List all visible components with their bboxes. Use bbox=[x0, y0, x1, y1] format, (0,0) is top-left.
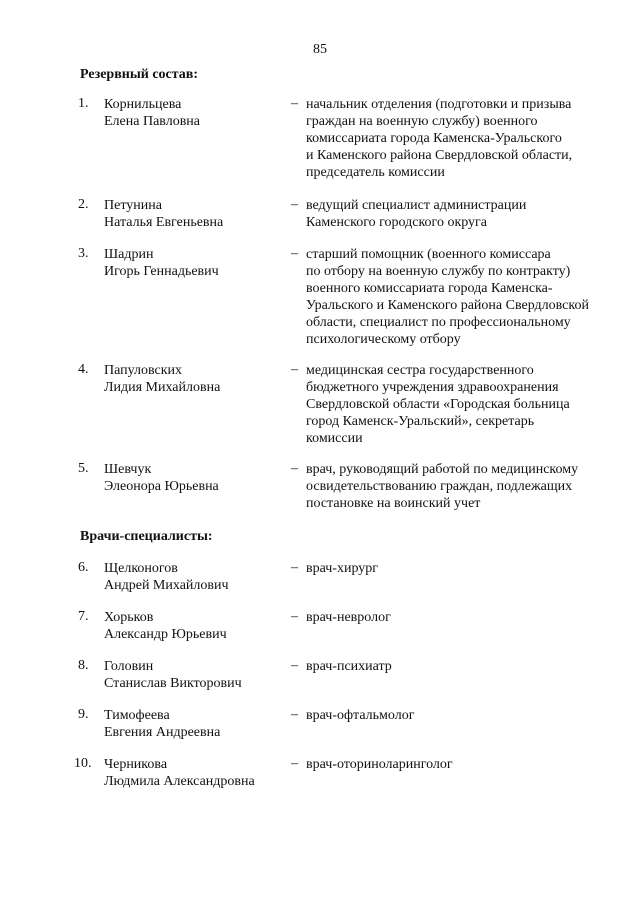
role-line: постановке на воинский учет bbox=[306, 496, 481, 511]
given-names: Наталья Евгеньевна bbox=[104, 215, 224, 230]
entry-role bbox=[306, 461, 616, 512]
role-line: и Каменского района Свердловской области, bbox=[306, 148, 573, 163]
role-line: врач-офтальмолог bbox=[306, 708, 415, 723]
entry-name bbox=[104, 96, 284, 130]
surname: Тимофеева bbox=[104, 708, 170, 723]
given-names: Елена Павловна bbox=[104, 114, 201, 129]
dash: – bbox=[291, 658, 298, 673]
entry-number: 1. bbox=[78, 96, 89, 111]
entry-number: 9. bbox=[78, 707, 89, 722]
section-title-doctors: Врачи-специалисты: bbox=[80, 529, 213, 544]
role-line: ведущий специалист администрации bbox=[306, 198, 527, 213]
surname: Папуловских bbox=[104, 363, 183, 378]
role-line: освидетельствованию граждан, подлежащих bbox=[306, 479, 573, 494]
entry-number: 8. bbox=[78, 658, 89, 673]
entry-number: 5. bbox=[78, 461, 89, 476]
given-names: Игорь Геннадьевич bbox=[104, 264, 219, 279]
dash: – bbox=[291, 246, 298, 261]
role-line: комиссии bbox=[306, 431, 363, 446]
dash: – bbox=[291, 96, 298, 111]
dash: – bbox=[291, 461, 298, 476]
entry-role bbox=[306, 197, 616, 231]
entry-role bbox=[306, 96, 616, 181]
dash: – bbox=[291, 560, 298, 575]
role-line: начальник отделения (подготовки и призыва bbox=[306, 97, 572, 112]
role-line: врач-психиатр bbox=[306, 659, 392, 674]
role-line: граждан на военную службу) военного bbox=[306, 114, 538, 129]
role-line: Уральского и Каменского района Свердловской bbox=[306, 298, 589, 313]
role-line: военного комиссариата города Каменска- bbox=[306, 281, 553, 296]
entry-role bbox=[306, 609, 616, 626]
dash: – bbox=[291, 609, 298, 624]
surname: Черникова bbox=[104, 757, 168, 772]
dash: – bbox=[291, 756, 298, 771]
role-line: врач-невролог bbox=[306, 610, 391, 625]
given-names: Александр Юрьевич bbox=[104, 627, 227, 642]
entry-number: 3. bbox=[78, 246, 89, 261]
role-line: председатель комиссии bbox=[306, 165, 445, 180]
role-line: старший помощник (военного комиссара bbox=[306, 247, 551, 262]
role-line: Свердловской области «Городская больница bbox=[306, 397, 570, 412]
role-line: бюджетного учреждения здравоохранения bbox=[306, 380, 559, 395]
given-names: Андрей Михайлович bbox=[104, 578, 229, 593]
entry-name bbox=[104, 362, 284, 396]
entry-name bbox=[104, 197, 284, 231]
role-line: Каменского городского округа bbox=[306, 215, 488, 230]
entry-role bbox=[306, 560, 616, 577]
given-names: Элеонора Юрьевна bbox=[104, 479, 219, 494]
given-names: Станислав Викторович bbox=[104, 676, 242, 691]
surname: Шадрин bbox=[104, 247, 154, 262]
given-names: Евгения Андреевна bbox=[104, 725, 221, 740]
entry-number: 7. bbox=[78, 609, 89, 624]
entry-name bbox=[104, 609, 284, 643]
entry-role bbox=[306, 362, 616, 447]
entry-number: 6. bbox=[78, 560, 89, 575]
dash: – bbox=[291, 707, 298, 722]
role-line: комиссариата города Каменска-Уральского bbox=[306, 131, 562, 146]
surname: Щелконогов bbox=[104, 561, 178, 576]
entry-number: 10. bbox=[74, 756, 92, 771]
dash: – bbox=[291, 362, 298, 377]
role-line: по отбору на военную службу по контракту) bbox=[306, 264, 571, 279]
role-line: врач-оториноларинголог bbox=[306, 757, 453, 772]
entry-role bbox=[306, 246, 616, 348]
entry-name bbox=[104, 756, 284, 790]
surname: Петунина bbox=[104, 198, 162, 213]
entry-role bbox=[306, 756, 616, 773]
entry-role bbox=[306, 707, 616, 724]
page-number: 85 bbox=[313, 42, 327, 57]
given-names: Лидия Михайловна bbox=[104, 380, 221, 395]
role-line: медицинская сестра государственного bbox=[306, 363, 534, 378]
surname: Хорьков bbox=[104, 610, 154, 625]
entry-name bbox=[104, 246, 284, 280]
entry-role bbox=[306, 658, 616, 675]
surname: Головин bbox=[104, 659, 154, 674]
role-line: врач-хирург bbox=[306, 561, 379, 576]
given-names: Людмила Александровна bbox=[104, 774, 255, 789]
role-line: психологическому отбору bbox=[306, 332, 461, 347]
dash: – bbox=[291, 197, 298, 212]
entry-name bbox=[104, 658, 284, 692]
entry-number: 2. bbox=[78, 197, 89, 212]
entry-name bbox=[104, 707, 284, 741]
surname: Шевчук bbox=[104, 462, 152, 477]
entry-number: 4. bbox=[78, 362, 89, 377]
entry-name bbox=[104, 560, 284, 594]
surname: Корнильцева bbox=[104, 97, 182, 112]
role-line: врач, руководящий работой по медицинскому bbox=[306, 462, 579, 477]
role-line: город Каменск-Уральский», секретарь bbox=[306, 414, 535, 429]
entry-name bbox=[104, 461, 284, 495]
role-line: области, специалист по профессиональному bbox=[306, 315, 571, 330]
section-title-reserve: Резервный состав: bbox=[80, 67, 199, 82]
